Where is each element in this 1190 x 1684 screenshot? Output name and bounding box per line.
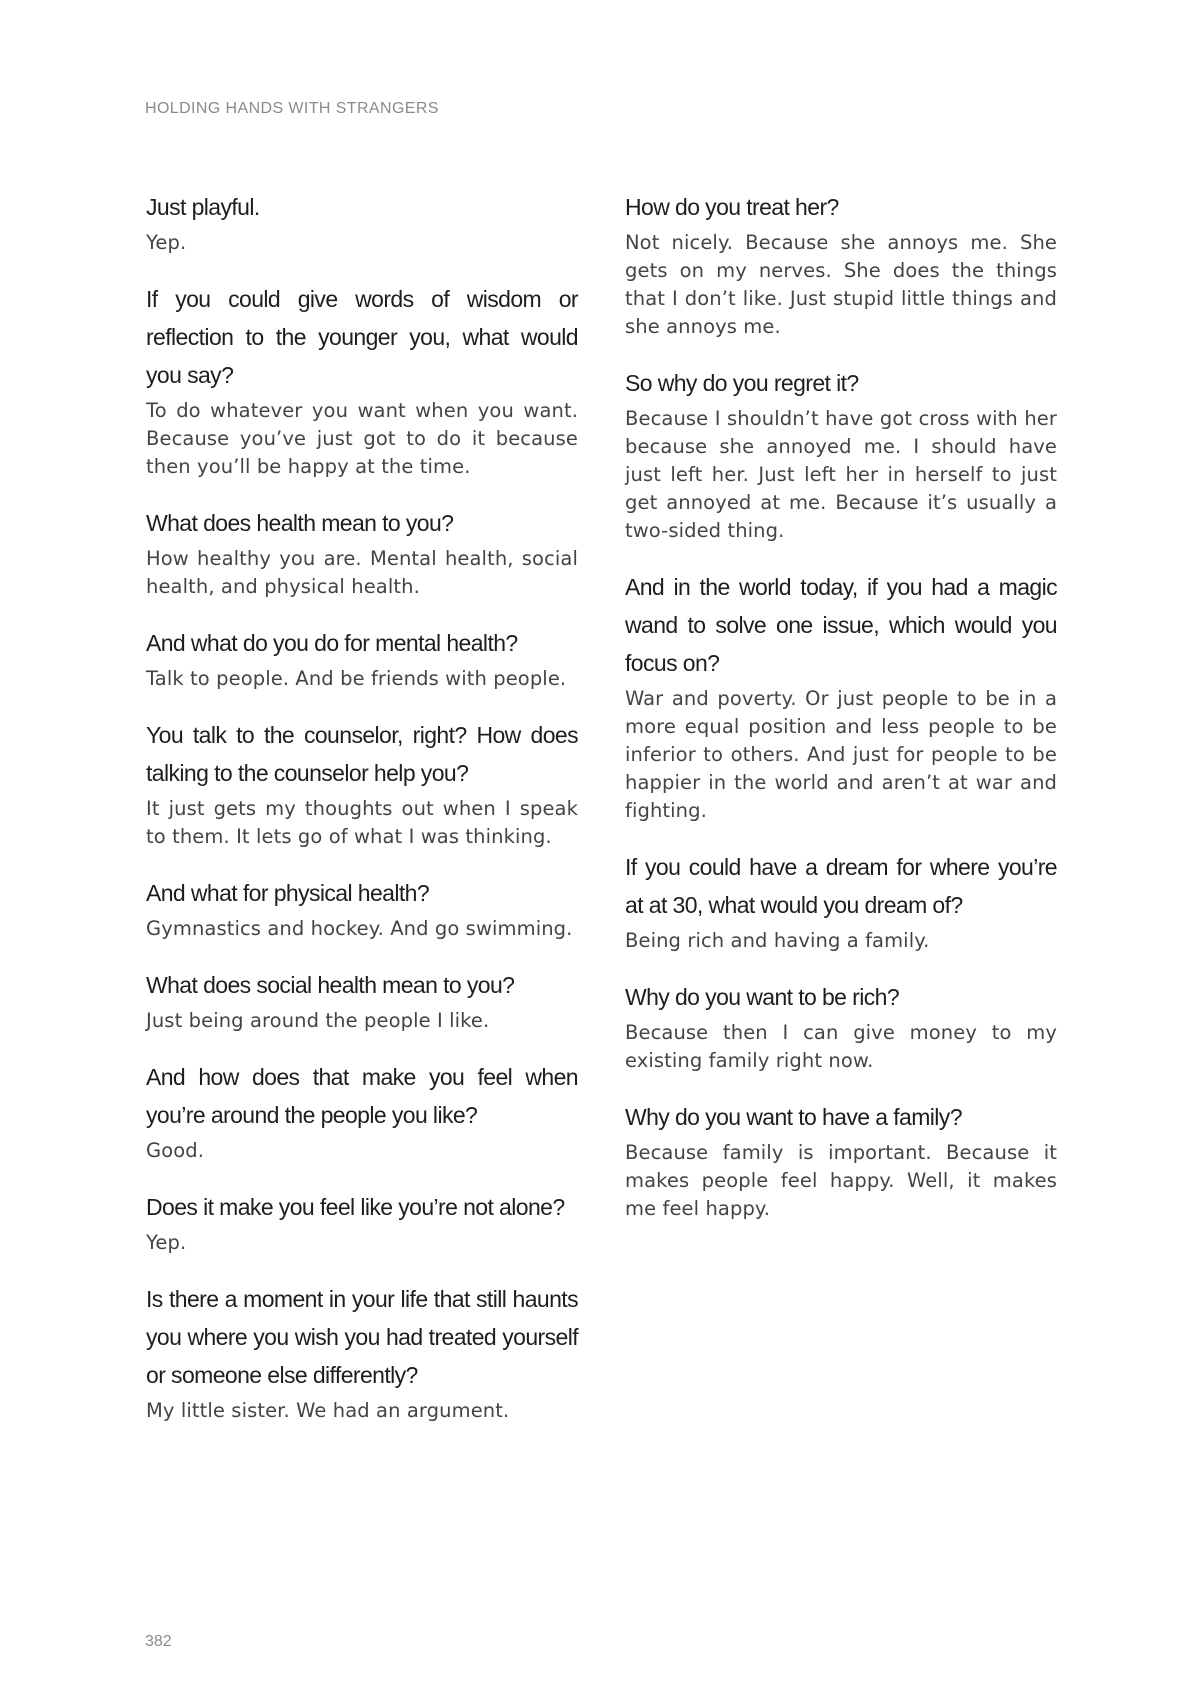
answer: Talk to people. And be friends with people. bbox=[146, 667, 567, 690]
right-column bbox=[625, 188, 1057, 1246]
qa-item bbox=[146, 624, 578, 693]
question: Why do you want to be rich? bbox=[625, 984, 900, 1010]
answer: Because I shouldn’t have got cross with her because she annoyed me. I should have just left her. Just left her in herself to just get annoyed at me. Because it’s usually a two-sided thing. bbox=[625, 407, 1057, 542]
answer: How healthy you are. Mental health, social health, and physical health. bbox=[146, 547, 578, 598]
question: What does social health mean to you? bbox=[146, 972, 515, 998]
qa-item bbox=[146, 188, 578, 257]
answer: Because family is important. Because it makes people feel happy. Well, it makes me feel happy. bbox=[625, 1141, 1057, 1220]
qa-item bbox=[146, 874, 578, 943]
question: And in the world today, if you had a magic wand to solve one issue, which would you focus on? bbox=[625, 574, 1057, 676]
question: You talk to the counselor, right? How does talking to the counselor help you? bbox=[146, 722, 578, 786]
answer: Not nicely. Because she annoys me. She gets on my nerves. She does the things that I don’t like. Just stupid little things and she annoys me. bbox=[625, 231, 1057, 338]
answer: My little sister. We had an argument. bbox=[146, 1399, 510, 1422]
answer: Being rich and having a family. bbox=[625, 929, 930, 952]
qa-item bbox=[625, 188, 1057, 341]
answer: It just gets my thoughts out when I speak to them. It lets go of what I was thinking. bbox=[146, 797, 578, 848]
qa-item bbox=[625, 364, 1057, 545]
question: Just playful. bbox=[146, 194, 260, 220]
question: And what do you do for mental health? bbox=[146, 630, 518, 656]
page-number: 382 bbox=[145, 1633, 172, 1650]
answer: Yep. bbox=[146, 231, 187, 254]
question: And how does that make you feel when you’re around the people you like? bbox=[146, 1064, 578, 1128]
answer: Just being around the people I like. bbox=[146, 1009, 490, 1032]
question: If you could give words of wisdom or reflection to the younger you, what would you say? bbox=[146, 286, 578, 388]
answer: To do whatever you want when you want. Because you’ve just got to do it because then you’ll be happy at the time. bbox=[146, 399, 578, 478]
question: How do you treat her? bbox=[625, 194, 839, 220]
qa-item bbox=[625, 978, 1057, 1075]
answer: Gymnastics and hockey. And go swimming. bbox=[146, 917, 573, 940]
qa-item bbox=[625, 568, 1057, 825]
qa-item bbox=[625, 1098, 1057, 1223]
question: Does it make you feel like you’re not alone? bbox=[146, 1194, 565, 1220]
qa-item bbox=[146, 1280, 578, 1425]
answer: Yep. bbox=[146, 1231, 187, 1254]
qa-item bbox=[146, 280, 578, 481]
answer: War and poverty. Or just people to be in a more equal position and less people to be inferior to others. And just for people to be happier in the world and aren’t at war and fighting. bbox=[625, 687, 1057, 822]
qa-item bbox=[146, 504, 578, 601]
question: Is there a moment in your life that still haunts you where you wish you had treated yourself or someone else differently? bbox=[146, 1286, 578, 1388]
qa-item bbox=[146, 1058, 578, 1165]
question: What does health mean to you? bbox=[146, 510, 454, 536]
question: So why do you regret it? bbox=[625, 370, 859, 396]
qa-item bbox=[625, 848, 1057, 955]
qa-item bbox=[146, 1188, 578, 1257]
left-column bbox=[146, 188, 578, 1448]
qa-item bbox=[146, 966, 578, 1035]
answer: Because then I can give money to my existing family right now. bbox=[625, 1021, 1057, 1072]
answer: Good. bbox=[146, 1139, 205, 1162]
qa-item bbox=[146, 716, 578, 851]
question: Why do you want to have a family? bbox=[625, 1104, 962, 1130]
question: And what for physical health? bbox=[146, 880, 430, 906]
running-header: HOLDING HANDS WITH STRANGERS bbox=[145, 100, 439, 117]
question: If you could have a dream for where you’re at at 30, what would you dream of? bbox=[625, 854, 1057, 918]
